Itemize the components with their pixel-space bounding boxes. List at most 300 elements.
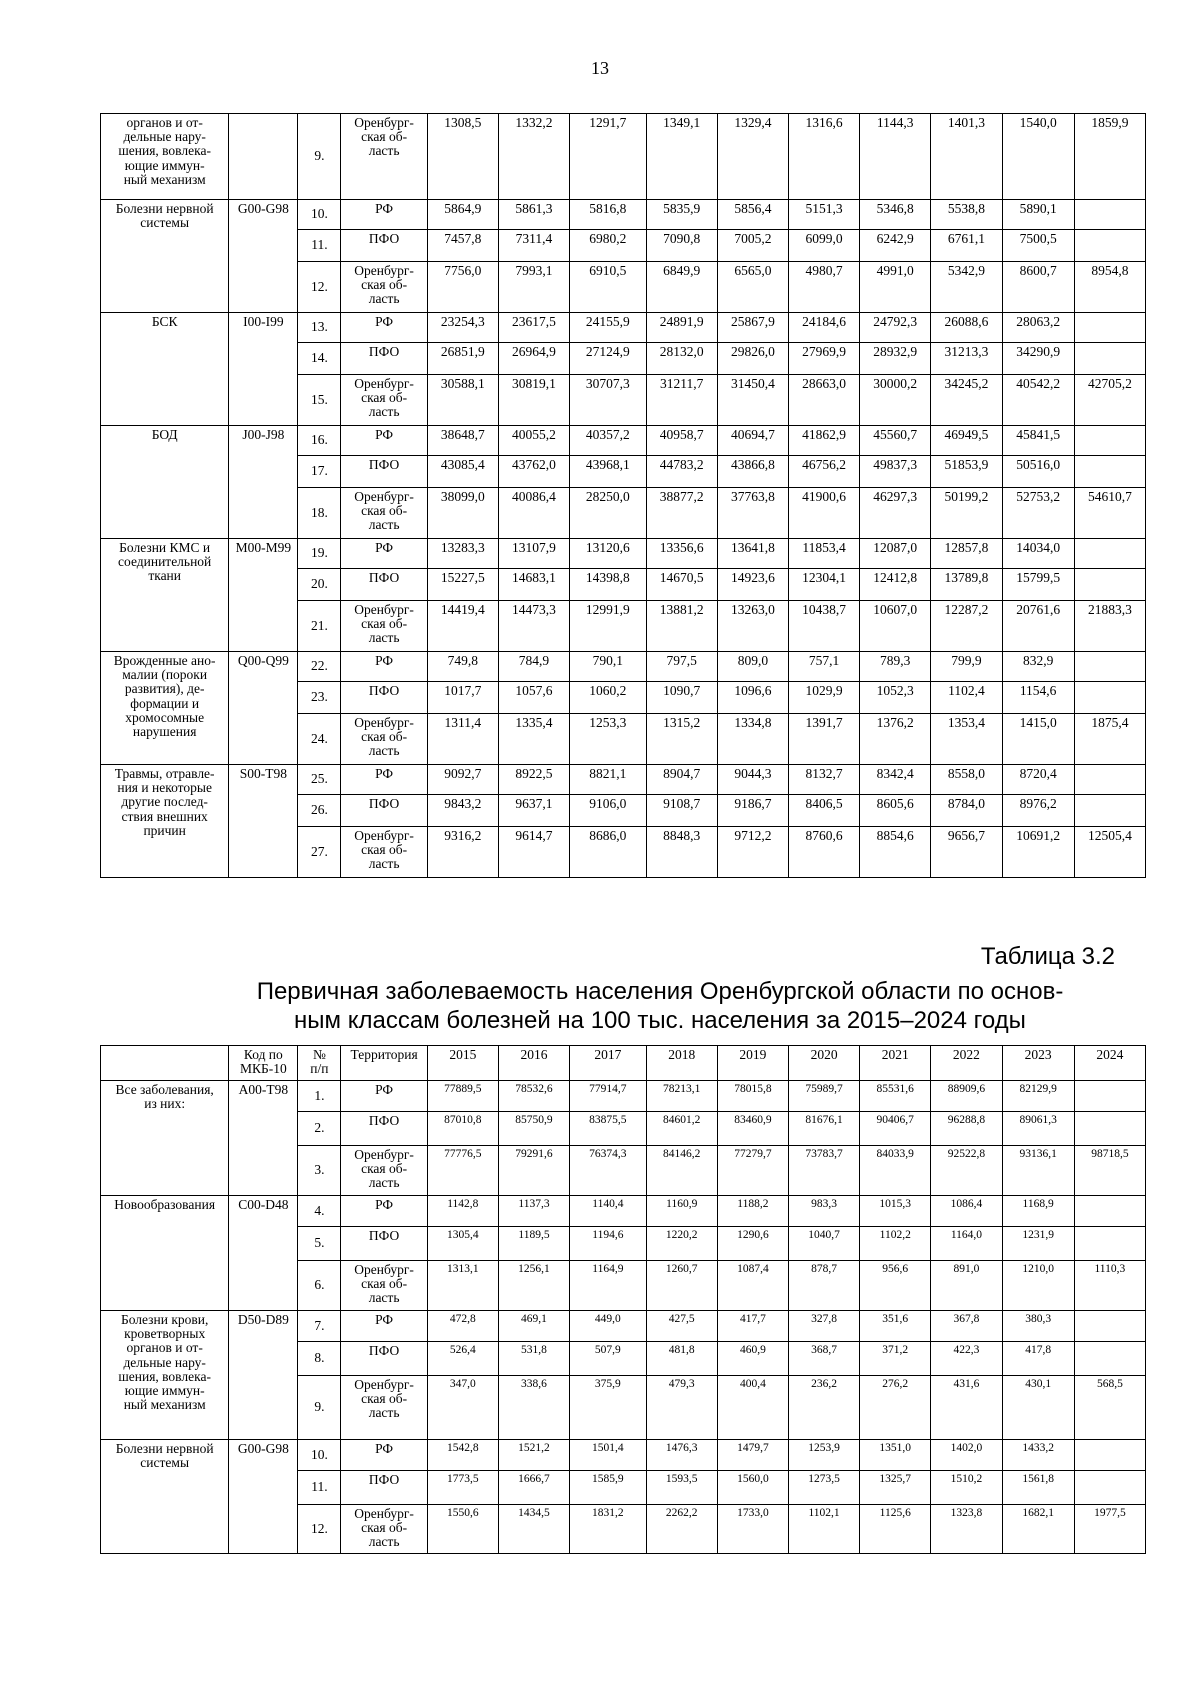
value-cell: 23617,5 — [498, 313, 569, 343]
territory-cell: ПФО — [341, 1112, 427, 1146]
value-cell: 88909,6 — [931, 1081, 1002, 1112]
value-cell: 9092,7 — [427, 765, 498, 795]
value-cell: 1017,7 — [427, 682, 498, 714]
value-cell: 5861,3 — [498, 200, 569, 230]
row-number-cell: 9. — [298, 114, 341, 200]
value-cell: 75989,7 — [788, 1081, 859, 1112]
row-number-cell: 21. — [298, 601, 341, 652]
value-cell: 338,6 — [498, 1376, 569, 1440]
value-cell: 44783,2 — [646, 456, 717, 488]
value-cell: 1334,8 — [717, 714, 788, 765]
row-number-cell: 5. — [298, 1227, 341, 1261]
value-cell: 4980,7 — [788, 262, 859, 313]
value-cell: 77914,7 — [570, 1081, 647, 1112]
icd-code-cell: G00-G98 — [229, 1440, 298, 1554]
value-cell: 14473,3 — [498, 601, 569, 652]
value-cell: 1335,4 — [498, 714, 569, 765]
row-number-cell: 8. — [298, 1342, 341, 1376]
territory-cell: Оренбург- ская об- ласть — [341, 1376, 427, 1440]
value-cell: 400,4 — [717, 1376, 788, 1440]
value-cell: 9637,1 — [498, 795, 569, 827]
icd-code-cell: A00-T98 — [229, 1081, 298, 1196]
value-cell: 6761,1 — [931, 230, 1002, 262]
value-cell: 7756,0 — [427, 262, 498, 313]
value-cell: 85750,9 — [498, 1112, 569, 1146]
row-number-cell: 7. — [298, 1311, 341, 1342]
value-cell: 460,9 — [717, 1342, 788, 1376]
value-cell — [1074, 569, 1145, 601]
row-number-cell: 12. — [298, 1505, 341, 1554]
value-cell: 46297,3 — [860, 488, 931, 539]
value-cell: 8406,5 — [788, 795, 859, 827]
territory-cell: Оренбург- ская об- ласть — [341, 827, 427, 878]
value-cell: 347,0 — [427, 1376, 498, 1440]
value-cell: 28132,0 — [646, 343, 717, 375]
value-cell: 12505,4 — [1074, 827, 1145, 878]
value-cell: 77889,5 — [427, 1081, 498, 1112]
value-cell: 8922,5 — [498, 765, 569, 795]
disease-class-cell: Новообразования — [101, 1196, 229, 1311]
value-cell: 41862,9 — [788, 426, 859, 456]
value-cell: 1260,7 — [646, 1261, 717, 1311]
value-cell: 479,3 — [646, 1376, 717, 1440]
value-cell: 40958,7 — [646, 426, 717, 456]
row-number-cell: 12. — [298, 262, 341, 313]
value-cell: 96288,8 — [931, 1112, 1002, 1146]
value-cell: 5890,1 — [1002, 200, 1074, 230]
value-cell: 14670,5 — [646, 569, 717, 601]
value-cell — [1074, 539, 1145, 569]
value-cell: 24891,9 — [646, 313, 717, 343]
value-cell: 1831,2 — [570, 1505, 647, 1554]
value-cell: 1585,9 — [570, 1471, 647, 1505]
territory-cell: Оренбург- ская об- ласть — [341, 1261, 427, 1311]
value-cell: 789,3 — [860, 652, 931, 682]
value-cell: 1142,8 — [427, 1196, 498, 1227]
row-number-cell: 10. — [298, 1440, 341, 1471]
value-cell: 1273,5 — [788, 1471, 859, 1505]
table-label: Таблица 3.2 — [980, 943, 1115, 970]
value-cell — [1074, 343, 1145, 375]
value-cell: 1087,4 — [717, 1261, 788, 1311]
value-cell: 6910,5 — [570, 262, 647, 313]
territory-cell: Оренбург- ская об- ласть — [341, 1146, 427, 1196]
value-cell — [1074, 652, 1145, 682]
column-header: Территория — [341, 1046, 427, 1081]
territory-cell: РФ — [341, 652, 427, 682]
value-cell: 14923,6 — [717, 569, 788, 601]
value-cell: 368,7 — [788, 1342, 859, 1376]
value-cell: 52753,2 — [1002, 488, 1074, 539]
column-header: 2020 — [788, 1046, 859, 1081]
value-cell: 1125,6 — [860, 1505, 931, 1554]
row-number-cell: 4. — [298, 1196, 341, 1227]
row-number-cell: 6. — [298, 1261, 341, 1311]
territory-cell: Оренбург- ская об- ласть — [341, 714, 427, 765]
value-cell: 1977,5 — [1074, 1505, 1145, 1554]
morbidity-table-continued — [100, 113, 1146, 878]
value-cell: 1323,8 — [931, 1505, 1002, 1554]
row-number-cell: 20. — [298, 569, 341, 601]
column-header: 2015 — [427, 1046, 498, 1081]
value-cell: 9108,7 — [646, 795, 717, 827]
territory-cell: Оренбург- ская об- ласть — [341, 262, 427, 313]
value-cell: 9186,7 — [717, 795, 788, 827]
value-cell: 6565,0 — [717, 262, 788, 313]
value-cell: 983,3 — [788, 1196, 859, 1227]
value-cell: 83875,5 — [570, 1112, 647, 1146]
row-number-cell: 11. — [298, 230, 341, 262]
value-cell: 14683,1 — [498, 569, 569, 601]
value-cell: 11853,4 — [788, 539, 859, 569]
value-cell — [1074, 1342, 1145, 1376]
value-cell: 12287,2 — [931, 601, 1002, 652]
value-cell: 1253,9 — [788, 1440, 859, 1471]
value-cell: 1353,4 — [931, 714, 1002, 765]
value-cell: 1220,2 — [646, 1227, 717, 1261]
value-cell: 7090,8 — [646, 230, 717, 262]
value-cell: 7005,2 — [717, 230, 788, 262]
column-header: Код по МКБ-10 — [229, 1046, 298, 1081]
column-header: 2023 — [1002, 1046, 1074, 1081]
value-cell: 13120,6 — [570, 539, 647, 569]
value-cell — [1074, 1227, 1145, 1261]
value-cell: 1256,1 — [498, 1261, 569, 1311]
value-cell: 1086,4 — [931, 1196, 1002, 1227]
icd-code-cell: I00-I99 — [229, 313, 298, 426]
value-cell: 34290,9 — [1002, 343, 1074, 375]
value-cell: 469,1 — [498, 1311, 569, 1342]
value-cell: 1305,4 — [427, 1227, 498, 1261]
page-number: 13 — [591, 58, 609, 78]
value-cell: 84601,2 — [646, 1112, 717, 1146]
value-cell: 5856,4 — [717, 200, 788, 230]
value-cell: 1510,2 — [931, 1471, 1002, 1505]
value-cell: 1308,5 — [427, 114, 498, 200]
value-cell: 40542,2 — [1002, 375, 1074, 426]
disease-class-cell: БОД — [101, 426, 229, 539]
icd-code-cell: M00-M99 — [229, 539, 298, 652]
table-caption: Первичная заболеваемость населения Оренбургской области по основ- ным классам болезней на 100 тыс. населения за 2015–2024 годы — [256, 978, 1064, 1034]
value-cell: 1733,0 — [717, 1505, 788, 1554]
value-cell: 45560,7 — [860, 426, 931, 456]
value-cell: 1168,9 — [1002, 1196, 1074, 1227]
territory-cell: ПФО — [341, 1227, 427, 1261]
value-cell: 12304,1 — [788, 569, 859, 601]
value-cell: 34245,2 — [931, 375, 1002, 426]
value-cell: 8821,1 — [570, 765, 647, 795]
disease-class-cell: Болезни КМС и соединительной ткани — [101, 539, 229, 652]
territory-cell: Оренбург- ская об- ласть — [341, 1505, 427, 1554]
value-cell: 73783,7 — [788, 1146, 859, 1196]
column-header: 2016 — [498, 1046, 569, 1081]
value-cell: 1434,5 — [498, 1505, 569, 1554]
value-cell: 8760,6 — [788, 827, 859, 878]
disease-class-cell: Все заболевания, из них: — [101, 1081, 229, 1196]
value-cell: 24184,6 — [788, 313, 859, 343]
row-number-cell: 18. — [298, 488, 341, 539]
territory-cell: Оренбург- ская об- ласть — [341, 601, 427, 652]
value-cell: 757,1 — [788, 652, 859, 682]
value-cell: 24792,3 — [860, 313, 931, 343]
value-cell: 1060,2 — [570, 682, 647, 714]
value-cell: 12412,8 — [860, 569, 931, 601]
value-cell: 7500,5 — [1002, 230, 1074, 262]
value-cell: 90406,7 — [860, 1112, 931, 1146]
value-cell: 8976,2 — [1002, 795, 1074, 827]
territory-cell: ПФО — [341, 795, 427, 827]
value-cell: 43762,0 — [498, 456, 569, 488]
value-cell: 13356,6 — [646, 539, 717, 569]
value-cell: 8854,6 — [860, 827, 931, 878]
value-cell: 76374,3 — [570, 1146, 647, 1196]
value-cell: 40694,7 — [717, 426, 788, 456]
value-cell: 8686,0 — [570, 827, 647, 878]
value-cell: 1332,2 — [498, 114, 569, 200]
value-cell — [1074, 1311, 1145, 1342]
value-cell: 1349,1 — [646, 114, 717, 200]
value-cell: 1521,2 — [498, 1440, 569, 1471]
value-cell: 531,8 — [498, 1342, 569, 1376]
row-number-cell: 9. — [298, 1376, 341, 1440]
value-cell: 1231,9 — [1002, 1227, 1074, 1261]
column-header — [101, 1046, 229, 1081]
table-row — [101, 114, 1146, 200]
table-row — [101, 1196, 1146, 1227]
value-cell: 1666,7 — [498, 1471, 569, 1505]
value-cell: 30707,3 — [570, 375, 647, 426]
value-cell: 1291,7 — [570, 114, 647, 200]
value-cell: 8848,3 — [646, 827, 717, 878]
value-cell: 1550,6 — [427, 1505, 498, 1554]
value-cell: 5151,3 — [788, 200, 859, 230]
value-cell: 46756,2 — [788, 456, 859, 488]
value-cell: 9044,3 — [717, 765, 788, 795]
value-cell: 12857,8 — [931, 539, 1002, 569]
territory-cell: РФ — [341, 1196, 427, 1227]
value-cell: 1875,4 — [1074, 714, 1145, 765]
value-cell — [1074, 426, 1145, 456]
value-cell: 51853,9 — [931, 456, 1002, 488]
value-cell: 9843,2 — [427, 795, 498, 827]
value-cell: 1540,0 — [1002, 114, 1074, 200]
value-cell: 81676,1 — [788, 1112, 859, 1146]
value-cell: 98718,5 — [1074, 1146, 1145, 1196]
value-cell: 13641,8 — [717, 539, 788, 569]
value-cell: 1096,6 — [717, 682, 788, 714]
value-cell: 1029,9 — [788, 682, 859, 714]
value-cell: 1164,9 — [570, 1261, 647, 1311]
value-cell: 8720,4 — [1002, 765, 1074, 795]
value-cell: 77279,7 — [717, 1146, 788, 1196]
value-cell: 2262,2 — [646, 1505, 717, 1554]
territory-cell: РФ — [341, 200, 427, 230]
value-cell: 1015,3 — [860, 1196, 931, 1227]
icd-code-cell: S00-T98 — [229, 765, 298, 878]
value-cell: 5346,8 — [860, 200, 931, 230]
value-cell: 790,1 — [570, 652, 647, 682]
value-cell — [1074, 200, 1145, 230]
value-cell: 87010,8 — [427, 1112, 498, 1146]
value-cell: 20761,6 — [1002, 601, 1074, 652]
value-cell: 13881,2 — [646, 601, 717, 652]
row-number-cell: 14. — [298, 343, 341, 375]
value-cell: 38099,0 — [427, 488, 498, 539]
disease-class-cell: Врожденные ано- малии (пороки развития), де- формации и хромосомные нарушения — [101, 652, 229, 765]
value-cell: 749,8 — [427, 652, 498, 682]
value-cell: 5835,9 — [646, 200, 717, 230]
value-cell: 50199,2 — [931, 488, 1002, 539]
value-cell: 29826,0 — [717, 343, 788, 375]
icd-code-cell: C00-D48 — [229, 1196, 298, 1311]
column-header: 2021 — [860, 1046, 931, 1081]
territory-cell: РФ — [341, 1311, 427, 1342]
value-cell: 367,8 — [931, 1311, 1002, 1342]
value-cell: 9316,2 — [427, 827, 498, 878]
value-cell: 1311,4 — [427, 714, 498, 765]
value-cell — [1074, 1196, 1145, 1227]
value-cell: 41900,6 — [788, 488, 859, 539]
territory-cell: РФ — [341, 1081, 427, 1112]
disease-class-cell: БСК — [101, 313, 229, 426]
value-cell: 24155,9 — [570, 313, 647, 343]
value-cell: 472,8 — [427, 1311, 498, 1342]
value-cell: 1351,0 — [860, 1440, 931, 1471]
value-cell — [1074, 313, 1145, 343]
row-number-cell: 11. — [298, 1471, 341, 1505]
value-cell: 276,2 — [860, 1376, 931, 1440]
value-cell: 45841,5 — [1002, 426, 1074, 456]
value-cell — [1074, 765, 1145, 795]
value-cell: 1164,0 — [931, 1227, 1002, 1261]
value-cell: 28063,2 — [1002, 313, 1074, 343]
value-cell: 40055,2 — [498, 426, 569, 456]
value-cell: 6849,9 — [646, 262, 717, 313]
value-cell: 21883,3 — [1074, 601, 1145, 652]
value-cell: 1329,4 — [717, 114, 788, 200]
territory-cell: Оренбург- ская об- ласть — [341, 114, 427, 200]
value-cell: 1194,6 — [570, 1227, 647, 1261]
value-cell: 14419,4 — [427, 601, 498, 652]
value-cell — [1074, 230, 1145, 262]
value-cell: 507,9 — [570, 1342, 647, 1376]
value-cell: 568,5 — [1074, 1376, 1145, 1440]
value-cell: 40357,2 — [570, 426, 647, 456]
value-cell: 236,2 — [788, 1376, 859, 1440]
value-cell: 26088,6 — [931, 313, 1002, 343]
column-header: 2018 — [646, 1046, 717, 1081]
icd-code-cell: D50-D89 — [229, 1311, 298, 1440]
territory-cell: ПФО — [341, 1342, 427, 1376]
value-cell: 1391,7 — [788, 714, 859, 765]
value-cell: 799,9 — [931, 652, 1002, 682]
value-cell: 8132,7 — [788, 765, 859, 795]
value-cell: 12991,9 — [570, 601, 647, 652]
row-number-cell: 27. — [298, 827, 341, 878]
value-cell: 1316,6 — [788, 114, 859, 200]
value-cell: 27969,9 — [788, 343, 859, 375]
value-cell: 1253,3 — [570, 714, 647, 765]
value-cell: 1057,6 — [498, 682, 569, 714]
value-cell: 1561,8 — [1002, 1471, 1074, 1505]
value-cell: 375,9 — [570, 1376, 647, 1440]
value-cell: 4991,0 — [860, 262, 931, 313]
value-cell: 49837,3 — [860, 456, 931, 488]
value-cell: 78213,1 — [646, 1081, 717, 1112]
value-cell: 7457,8 — [427, 230, 498, 262]
column-header: 2024 — [1074, 1046, 1145, 1081]
territory-cell: ПФО — [341, 343, 427, 375]
value-cell: 9712,2 — [717, 827, 788, 878]
value-cell: 31211,7 — [646, 375, 717, 426]
value-cell: 5816,8 — [570, 200, 647, 230]
value-cell: 13263,0 — [717, 601, 788, 652]
value-cell: 42705,2 — [1074, 375, 1145, 426]
value-cell: 93136,1 — [1002, 1146, 1074, 1196]
value-cell: 78532,6 — [498, 1081, 569, 1112]
value-cell: 1415,0 — [1002, 714, 1074, 765]
value-cell: 878,7 — [788, 1261, 859, 1311]
column-header: 2022 — [931, 1046, 1002, 1081]
value-cell: 1110,3 — [1074, 1261, 1145, 1311]
value-cell: 1102,4 — [931, 682, 1002, 714]
value-cell: 1144,3 — [860, 114, 931, 200]
value-cell: 422,3 — [931, 1342, 1002, 1376]
disease-class-cell: Болезни нервной системы — [101, 1440, 229, 1554]
value-cell: 83460,9 — [717, 1112, 788, 1146]
value-cell: 832,9 — [1002, 652, 1074, 682]
row-number-cell: 2. — [298, 1112, 341, 1146]
value-cell — [1074, 795, 1145, 827]
value-cell: 6242,9 — [860, 230, 931, 262]
value-cell: 28663,0 — [788, 375, 859, 426]
value-cell: 1402,0 — [931, 1440, 1002, 1471]
value-cell: 6980,2 — [570, 230, 647, 262]
territory-cell: ПФО — [341, 230, 427, 262]
table-row — [101, 200, 1146, 230]
value-cell: 10691,2 — [1002, 827, 1074, 878]
value-cell: 37763,8 — [717, 488, 788, 539]
value-cell: 89061,3 — [1002, 1112, 1074, 1146]
row-number-cell: 25. — [298, 765, 341, 795]
value-cell: 26851,9 — [427, 343, 498, 375]
value-cell: 1160,9 — [646, 1196, 717, 1227]
value-cell: 8342,4 — [860, 765, 931, 795]
value-cell: 9656,7 — [931, 827, 1002, 878]
territory-cell: ПФО — [341, 456, 427, 488]
value-cell: 14034,0 — [1002, 539, 1074, 569]
value-cell: 43085,4 — [427, 456, 498, 488]
value-cell: 449,0 — [570, 1311, 647, 1342]
value-cell: 1189,5 — [498, 1227, 569, 1261]
value-cell: 1859,9 — [1074, 114, 1145, 200]
icd-code-cell — [229, 114, 298, 200]
value-cell: 28250,0 — [570, 488, 647, 539]
value-cell: 1313,1 — [427, 1261, 498, 1311]
value-cell: 8954,8 — [1074, 262, 1145, 313]
value-cell: 15227,5 — [427, 569, 498, 601]
value-cell: 92522,8 — [931, 1146, 1002, 1196]
table-header-row — [101, 1046, 1146, 1081]
value-cell: 1593,5 — [646, 1471, 717, 1505]
table-row — [101, 652, 1146, 682]
value-cell: 43866,8 — [717, 456, 788, 488]
value-cell: 84033,9 — [860, 1146, 931, 1196]
row-number-cell: 16. — [298, 426, 341, 456]
row-number-cell: 15. — [298, 375, 341, 426]
territory-cell: РФ — [341, 765, 427, 795]
table-row — [101, 1440, 1146, 1471]
